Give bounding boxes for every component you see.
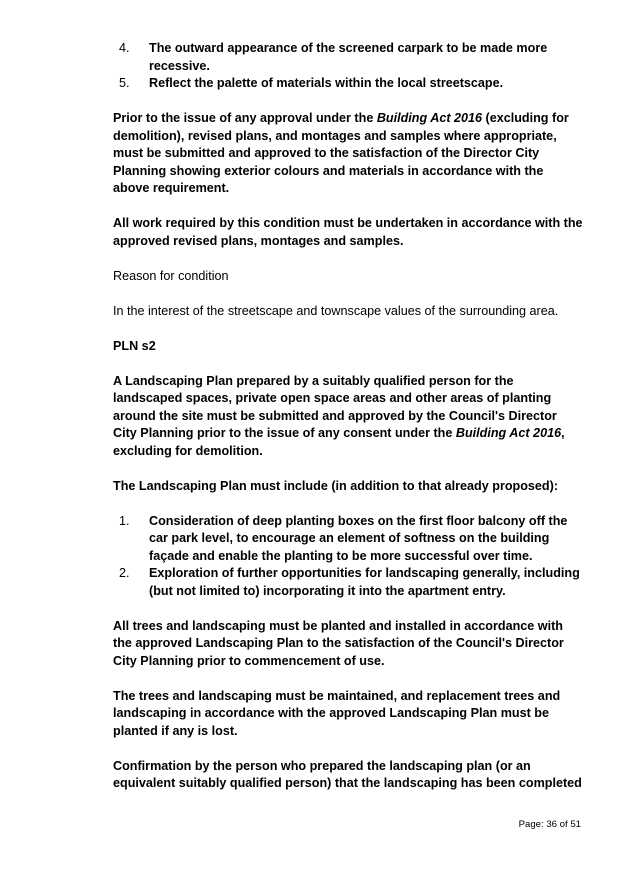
list-number: 1. — [119, 513, 130, 528]
act-name: Building Act 2016 — [455, 426, 562, 440]
list-text: Consideration of deep planting boxes on the first floor balcony off the car park level, to encourage an element of softness on the building façade and enable the planting to be more successful over time. — [149, 513, 568, 563]
list-a — [113, 40, 583, 93]
list-text: Exploration of further opportunities for landscaping generally, including (but not limited to) incorporating it into the apartment entry. — [149, 566, 580, 598]
paragraph-plan-include: The Landscaping Plan must include (in addition to that already proposed): — [113, 478, 559, 493]
list-number: 2. — [119, 566, 130, 580]
act-name: Building Act 2016 — [376, 111, 483, 125]
list-number: 5. — [119, 76, 130, 90]
list-text: Reflect the palette of materials within the local streetscape. — [149, 76, 504, 90]
list-item — [113, 565, 583, 600]
list-item — [113, 75, 583, 93]
list-item — [113, 40, 583, 75]
reason-text: In the interest of the streetscape and townscape values of the surrounding area. — [113, 303, 559, 318]
reason-label: Reason for condition — [113, 268, 229, 283]
paragraph-landscaping-plan: A Landscaping Plan prepared by a suitably qualified person for the landscaped spaces, private open space areas and other areas of planting around the site must be submitted and approved by the Council's Director City Planning prior to the issue of any consent under the Building Act 2016, excluding for demolition. — [113, 373, 565, 458]
paragraph-approval: Prior to the issue of any approval under the Building Act 2016 (excluding for demolition), revised plans, and montages and samples where appropriate, must be submitted and approved to the satisfaction of the Director City Planning showing exterior colours and materials in accordance with the above requirement. — [113, 111, 569, 195]
paragraph-planting: All trees and landscaping must be planted and installed in accordance with the approved Landscaping Plan to the satisfaction of the Council's Director City Planning prior to commencement of use. — [113, 618, 564, 668]
paragraph-work: All work required by this condition must be undertaken in accordance with the approved revised plans, montages and samples. — [113, 216, 583, 248]
list-number: 4. — [119, 41, 130, 55]
section-heading: PLN s2 — [113, 338, 156, 353]
paragraph-confirmation: Confirmation by the person who prepared the landscaping plan (or an equivalent suitably qualified person) that the landscaping has been completed — [113, 758, 582, 790]
page-content — [113, 40, 583, 793]
list-text: The outward appearance of the screened carpark to be made more recessive. — [149, 41, 548, 73]
paragraph-maintenance: The trees and landscaping must be maintained, and replacement trees and landscaping in accordance with the approved Landscaping Plan must be planted if any is lost. — [113, 688, 561, 738]
list-b — [113, 513, 583, 601]
list-item — [113, 513, 583, 566]
page-number: Page: 36 of 51 — [518, 819, 581, 830]
